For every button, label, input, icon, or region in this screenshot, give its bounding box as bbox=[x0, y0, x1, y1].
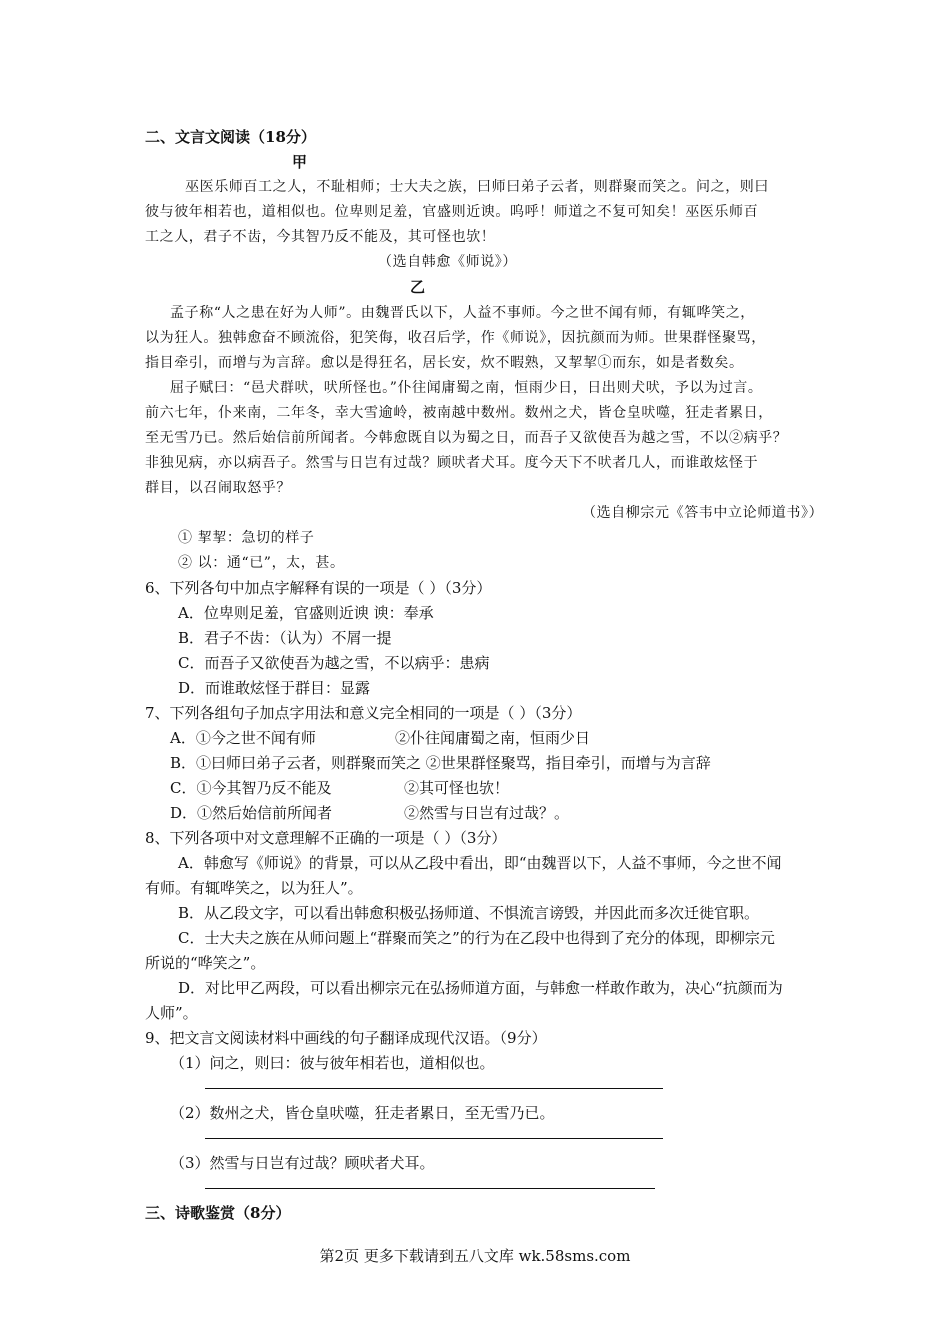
q7-option-a-1: A．①今之世不闻有师 bbox=[170, 729, 316, 747]
q8-line-2: 有师。有辄哗笑之，以为狂人”。 bbox=[145, 879, 363, 897]
q6-stem: 6、下列各句中加点字解释有误的一项是（ ）（3分） bbox=[145, 579, 492, 597]
answer-line-3[interactable] bbox=[205, 1188, 655, 1189]
passage-jia-label: 甲 bbox=[292, 153, 308, 171]
q6-option-d: D．而谁敢炫怪于群目：显露 bbox=[178, 679, 371, 697]
q9-item-1: （1）问之，则曰：彼与彼年相若也，道相似也。 bbox=[170, 1054, 495, 1072]
q7-stem: 7、下列各组句子加点字用法和意义完全相同的一项是（ ）（3分） bbox=[145, 704, 582, 722]
page-footer: 第2页 更多下载请到五八文库 wk.58sms.com bbox=[319, 1247, 631, 1265]
answer-line-1[interactable] bbox=[205, 1088, 663, 1089]
yi-line-2: 以为狂人。独韩愈奋不顾流俗，犯笑侮，收召后学，作《师说》，因抗颜而为师。世果群怪聚骂， bbox=[145, 330, 766, 346]
q9-item-3: （3）然雪与日岂有过哉？顾吠者犬耳。 bbox=[170, 1154, 435, 1172]
q7-option-c-2: ②其可怪也欤！ bbox=[404, 779, 510, 797]
q7-option-a-2: ②仆往闻庸蜀之南，恒雨少日 bbox=[395, 729, 591, 747]
q7-option-d-1: D．①然后始信前所闻者 bbox=[170, 804, 333, 822]
jia-line-2: 彼与彼年相若也，道相似也。位卑则足羞，官盛则近谀。呜呼！师道之不复可知矣！巫医乐师百 bbox=[145, 204, 759, 220]
q9-item-2: （2）数州之犬，皆仓皇吠噬，狂走者累日，至无雪乃已。 bbox=[170, 1104, 555, 1122]
q9-stem: 9、把文言文阅读材料中画线的句子翻译成现代汉语。（9分） bbox=[145, 1029, 547, 1047]
yi-line-6: 至无雪乃已。然后始信前所闻者。今韩愈既自以为蜀之日，而吾子又欲使吾为越之雪，不以②病乎？ bbox=[145, 430, 788, 446]
q6-option-b: B．君子不齿：（认为）不屑一提 bbox=[178, 629, 392, 647]
footnote-1: ① 挈挈：急切的样子 bbox=[178, 530, 315, 546]
q8-line-3: B．从乙段文字，可以看出韩愈积极弘扬师道、不惧流言谤毁，并因此而多次迁徙官职。 bbox=[178, 904, 760, 922]
footnote-2: ② 以：通“已”，太，甚。 bbox=[178, 555, 345, 571]
section2-heading: 二、文言文阅读（18分） bbox=[145, 128, 316, 146]
q8-line-4: C．士大夫之族在从师问题上“群聚而笑之”的行为在乙段中也得到了充分的体现，即柳宗元 bbox=[178, 929, 775, 947]
yi-line-7: 非独见病，亦以病吾子。然雪与日岂有过哉？顾吠者犬耳。度今天下不吠者几人，而谁敢炫怪于 bbox=[145, 455, 759, 471]
passage-yi-label: 乙 bbox=[410, 278, 426, 296]
jia-source: （选自韩愈《师说》） bbox=[378, 254, 517, 270]
q7-option-c-1: C．①今其智乃反不能及 bbox=[170, 779, 332, 797]
yi-line-8: 群目，以召闹取怒乎？ bbox=[145, 480, 291, 496]
q8-line-5: 所说的“哗笑之”。 bbox=[145, 954, 266, 972]
q8-line-6: D．对比甲乙两段，可以看出柳宗元在弘扬师道方面，与韩愈一样敢作敢为，决心“抗颜而为 bbox=[178, 979, 783, 997]
yi-line-1: 孟子称“人之患在好为人师”。由魏晋氏以下，人益不事师。今之世不闻有师，有辄哗笑之， bbox=[170, 305, 755, 321]
yi-line-3: 指目牵引，而增与为言辞。愈以是得狂名，居长安，炊不暇熟，又挈挈①而东，如是者数矣。 bbox=[145, 355, 744, 371]
q7-option-b: B．①曰师曰弟子云者，则群聚而笑之 ②世果群怪聚骂，指目牵引，而增与为言辞 bbox=[170, 754, 711, 772]
answer-line-2[interactable] bbox=[205, 1138, 663, 1139]
q6-option-c: C．而吾子又欲使吾为越之雪，不以病乎：患病 bbox=[178, 654, 490, 672]
q8-line-1: A．韩愈写《师说》的背景，可以从乙段中看出，即“由魏晋以下，人益不事师，今之世不闻 bbox=[178, 854, 782, 872]
yi-line-4: 屈子赋曰：“邑犬群吠，吠所怪也。”仆往闻庸蜀之南，恒雨少日，日出则犬吠，予以为过言。 bbox=[170, 380, 763, 396]
yi-line-5: 前六七年，仆来南，二年冬，幸大雪逾岭，被南越中数州。数州之犬，皆仓皇吠噬，狂走者累日， bbox=[145, 405, 773, 421]
jia-line-3: 工之人，君子不齿，今其智乃反不能及，其可怪也欤！ bbox=[145, 229, 496, 245]
jia-line-1: 巫医乐师百工之人，不耻相师；士大夫之族，曰师曰弟子云者，则群聚而笑之。问之，则曰 bbox=[185, 179, 769, 195]
q8-stem: 8、下列各项中对文意理解不正确的一项是（ ）（3分） bbox=[145, 829, 507, 847]
q8-line-7: 人师”。 bbox=[145, 1004, 198, 1022]
q6-option-a: A．位卑则足羞，官盛则近谀 谀：奉承 bbox=[178, 604, 434, 622]
section3-heading: 三、诗歌鉴赏（8分） bbox=[145, 1204, 291, 1222]
yi-source: （选自柳宗元《答韦中立论师道书》） bbox=[582, 505, 824, 521]
q7-option-d-2: ②然雪与日岂有过哉？。 bbox=[404, 804, 570, 822]
